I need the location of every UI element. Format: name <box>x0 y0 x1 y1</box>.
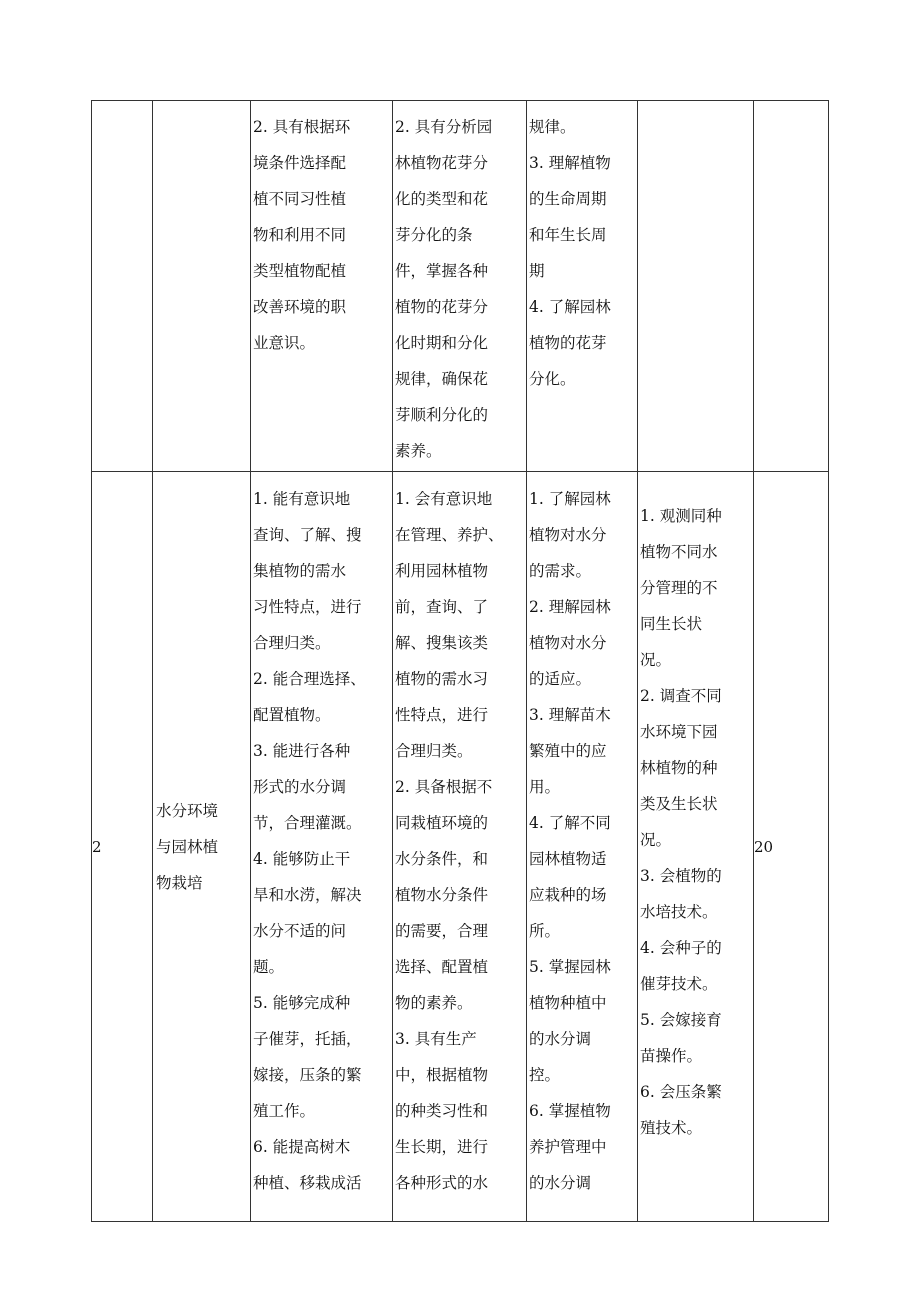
ability-line: 旱和水涝，解决 <box>253 886 362 904</box>
knowledge-line: 分化。 <box>529 370 576 388</box>
ability-cell <box>251 472 393 1222</box>
ability-line: 题。 <box>253 958 285 976</box>
ability-line: 类型植物配植 <box>253 262 347 280</box>
quality-line: 合理归类。 <box>395 742 473 760</box>
knowledge-line: 的需求。 <box>529 562 592 580</box>
knowledge-line: 的适应。 <box>529 670 592 688</box>
practice-line: 水环境下园 <box>640 723 718 741</box>
knowledge-line: 植物对水分 <box>529 526 607 544</box>
practice-line: 林植物的种 <box>640 759 718 777</box>
quality-line: 利用园林植物 <box>395 562 489 580</box>
practice-line: 4. 会种子的 <box>640 939 722 957</box>
topic-line: 水分环境 <box>156 801 219 820</box>
ability-line: 业意识。 <box>253 334 316 352</box>
ability-line: 境条件选择配 <box>253 154 347 172</box>
practice-line: 水培技术。 <box>640 903 718 921</box>
practice-line: 5. 会嫁接育 <box>640 1011 722 1029</box>
quality-line: 化时期和分化 <box>395 334 489 352</box>
ability-line: 合理归类。 <box>253 634 331 652</box>
knowledge-line: 的水分调 <box>529 1030 592 1048</box>
knowledge-line: 4. 了解园林 <box>529 298 611 316</box>
ability-line: 查询、了解、搜 <box>253 526 362 544</box>
quality-line: 2. 具有分析园 <box>395 118 493 136</box>
hours-cell <box>754 101 829 472</box>
ability-line: 4. 能够防止干 <box>253 850 351 868</box>
knowledge-line: 和年生长周 <box>529 226 607 244</box>
practice-line: 植物不同水 <box>640 543 718 561</box>
knowledge-line: 3. 理解植物 <box>529 154 611 172</box>
quality-line: 3. 具有生产 <box>395 1030 477 1048</box>
topic-cell <box>153 472 251 1222</box>
practice-line: 3. 会植物的 <box>640 867 722 885</box>
ability-line: 3. 能进行各种 <box>253 742 351 760</box>
knowledge-line: 植物的花芽 <box>529 334 607 352</box>
practice-line: 类及生长状 <box>640 795 718 813</box>
row-number: 2 <box>92 837 102 856</box>
knowledge-line: 5. 掌握园林 <box>529 958 611 976</box>
knowledge-line: 繁殖中的应 <box>529 742 607 760</box>
quality-line: 素养。 <box>395 442 442 460</box>
knowledge-line: 园林植物适 <box>529 850 607 868</box>
hours-value: 20 <box>754 837 774 856</box>
ability-line: 2. 具有根据环 <box>253 118 351 136</box>
quality-line: 水分条件，和 <box>395 850 489 868</box>
ability-line: 植不同习性植 <box>253 190 347 208</box>
knowledge-cell <box>527 472 638 1222</box>
knowledge-line: 植物种植中 <box>529 994 607 1012</box>
topic-line: 物栽培 <box>156 873 203 892</box>
quality-line: 芽顺利分化的 <box>395 406 489 424</box>
practice-line: 6. 会压条繁 <box>640 1083 722 1101</box>
quality-line: 选择、配置植 <box>395 958 489 976</box>
quality-line: 中，根据植物 <box>395 1066 489 1084</box>
practice-line: 分管理的不 <box>640 579 718 597</box>
practice-line: 2. 调查不同 <box>640 687 722 705</box>
knowledge-line: 的水分调 <box>529 1174 592 1192</box>
quality-line: 的种类习性和 <box>395 1102 489 1120</box>
ability-line: 6. 能提高树木 <box>253 1138 351 1156</box>
knowledge-line: 养护管理中 <box>529 1138 607 1156</box>
ability-line: 物和利用不同 <box>253 226 347 244</box>
quality-line: 植物的需水习 <box>395 670 489 688</box>
quality-line: 解、搜集该类 <box>395 634 489 652</box>
curriculum-table <box>91 100 829 1222</box>
quality-line: 1. 会有意识地 <box>395 490 493 508</box>
knowledge-line: 6. 掌握植物 <box>529 1102 611 1120</box>
knowledge-line: 4. 了解不同 <box>529 814 611 832</box>
knowledge-cell <box>527 101 638 472</box>
knowledge-line: 应栽种的场 <box>529 886 607 904</box>
quality-line: 在管理、养护、 <box>395 526 504 544</box>
quality-line: 性特点，进行 <box>395 706 489 724</box>
ability-line: 2. 能合理选择、 <box>253 670 366 688</box>
quality-line: 物的素养。 <box>395 994 473 1012</box>
ability-line: 5. 能够完成种 <box>253 994 351 1012</box>
quality-line: 植物的花芽分 <box>395 298 489 316</box>
knowledge-line: 3. 理解苗木 <box>529 706 611 724</box>
quality-cell <box>393 101 527 472</box>
ability-line: 子催芽，托插， <box>253 1030 362 1048</box>
quality-line: 生长期，进行 <box>395 1138 489 1156</box>
practice-line: 况。 <box>640 651 672 669</box>
knowledge-line: 所。 <box>529 922 561 940</box>
practice-line: 苗操作。 <box>640 1047 703 1065</box>
practice-line: 殖技术。 <box>640 1119 703 1137</box>
practice-line: 同生长状 <box>640 615 703 633</box>
row-number-cell <box>92 472 153 1222</box>
quality-line: 2. 具备根据不 <box>395 778 493 796</box>
ability-line: 配置植物。 <box>253 706 331 724</box>
hours-cell <box>754 472 829 1222</box>
quality-line: 同栽植环境的 <box>395 814 489 832</box>
ability-line: 嫁接，压条的繁 <box>253 1066 362 1084</box>
quality-line: 前，查询、了 <box>395 598 489 616</box>
ability-cell <box>251 101 393 472</box>
row-number-cell <box>92 101 153 472</box>
ability-line: 形式的水分调 <box>253 778 347 796</box>
knowledge-line: 的生命周期 <box>529 190 607 208</box>
quality-line: 规律，确保花 <box>395 370 489 388</box>
knowledge-line: 规律。 <box>529 118 576 136</box>
ability-line: 改善环境的职 <box>253 298 347 316</box>
quality-line: 化的类型和花 <box>395 190 489 208</box>
ability-line: 节，合理灌溉。 <box>253 814 362 832</box>
knowledge-line: 植物对水分 <box>529 634 607 652</box>
practice-line: 催芽技术。 <box>640 975 718 993</box>
ability-line: 习性特点，进行 <box>253 598 362 616</box>
practice-line: 况。 <box>640 831 672 849</box>
knowledge-line: 控。 <box>529 1066 561 1084</box>
practice-line: 1. 观测同种 <box>640 507 722 525</box>
quality-line: 件，掌握各种 <box>395 262 489 280</box>
quality-line: 的需要，合理 <box>395 922 489 940</box>
quality-line: 芽分化的条 <box>395 226 473 244</box>
quality-line: 植物水分条件 <box>395 886 489 904</box>
knowledge-line: 2. 理解园林 <box>529 598 611 616</box>
quality-cell <box>393 472 527 1222</box>
ability-line: 1. 能有意识地 <box>253 490 351 508</box>
topic-cell <box>153 101 251 472</box>
knowledge-line: 期 <box>529 262 545 280</box>
ability-line: 种植、移栽成活 <box>253 1174 362 1192</box>
knowledge-line: 1. 了解园林 <box>529 490 611 508</box>
ability-line: 集植物的需水 <box>253 562 347 580</box>
practice-cell <box>638 472 754 1222</box>
topic-line: 与园林植 <box>156 837 219 856</box>
table-row <box>92 101 829 472</box>
table-row <box>92 472 829 1222</box>
knowledge-line: 用。 <box>529 778 561 796</box>
practice-cell <box>638 101 754 472</box>
quality-line: 林植物花芽分 <box>395 154 489 172</box>
ability-line: 殖工作。 <box>253 1102 316 1120</box>
ability-line: 水分不适的问 <box>253 922 347 940</box>
quality-line: 各种形式的水 <box>395 1174 489 1192</box>
